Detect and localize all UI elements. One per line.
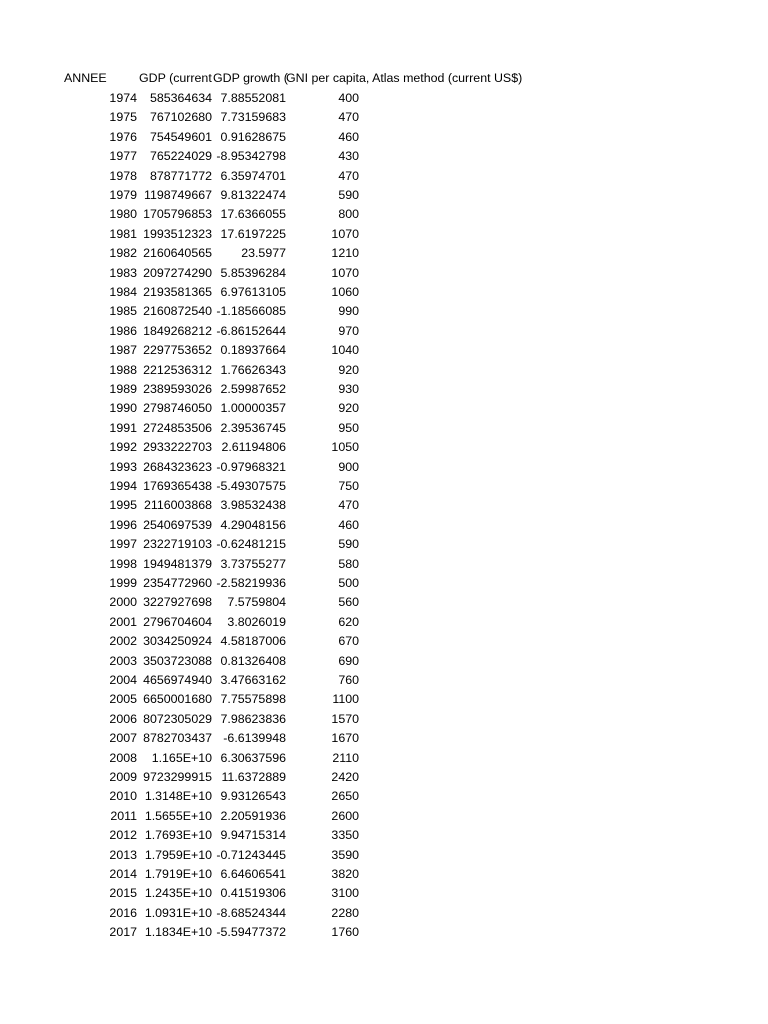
cell-gdp-growth[interactable]: 4.29048156: [220, 517, 286, 532]
cell-gdp-growth[interactable]: 23.5977: [241, 246, 286, 261]
cell-gni[interactable]: 760: [338, 673, 359, 687]
header-gdp[interactable]: GDP (current: [139, 71, 212, 85]
cell-gdp[interactable]: 1769365438: [143, 479, 212, 493]
table-row: [0, 283, 768, 302]
cell-gdp-growth[interactable]: 3.98532438: [220, 498, 286, 513]
table-row: [0, 361, 768, 380]
cell-gdp[interactable]: 1.0931E+10: [144, 905, 212, 920]
table-row: [0, 787, 768, 806]
cell-gdp-growth[interactable]: -0.97968321: [216, 459, 286, 474]
table-row: [0, 341, 768, 360]
cell-year[interactable]: 1981: [109, 226, 137, 241]
cell-gni[interactable]: 590: [338, 188, 359, 202]
cell-gdp[interactable]: 585364634: [149, 91, 212, 105]
cell-year[interactable]: 1983: [109, 265, 137, 280]
table-row: [0, 846, 768, 865]
cell-gni[interactable]: 590: [338, 537, 359, 552]
header-annee[interactable]: ANNEE: [64, 71, 107, 85]
cell-gdp[interactable]: 1.7693E+10: [144, 828, 212, 843]
cell-gni[interactable]: 1760: [331, 925, 359, 940]
cell-gdp[interactable]: 1.3148E+10: [144, 789, 212, 804]
cell-gni[interactable]: 920: [338, 362, 359, 377]
header-row: [0, 69, 768, 88]
cell-year[interactable]: 1988: [109, 362, 137, 377]
cell-gni[interactable]: 580: [338, 556, 359, 571]
cell-gni[interactable]: 560: [338, 595, 359, 610]
cell-gni[interactable]: 3590: [331, 847, 359, 862]
cell-year[interactable]: 2012: [109, 828, 137, 843]
cell-gni[interactable]: 2420: [331, 770, 359, 784]
cell-gdp-growth[interactable]: 11.6372889: [221, 770, 286, 784]
cell-gni[interactable]: 2110: [332, 750, 359, 765]
table-row: [0, 535, 768, 554]
cell-year[interactable]: 1997: [109, 537, 137, 552]
cell-gdp-growth[interactable]: 4.58187006: [220, 634, 286, 649]
cell-gdp[interactable]: 2933222703: [143, 440, 212, 455]
cell-gdp-growth[interactable]: -1.18566085: [216, 304, 286, 319]
table-row: [0, 729, 768, 748]
cell-gdp-growth[interactable]: 2.59987652: [220, 382, 286, 396]
cell-year[interactable]: 1990: [109, 401, 137, 416]
cell-gdp[interactable]: 1.165E+10: [151, 750, 212, 765]
cell-year[interactable]: 2000: [109, 595, 137, 610]
cell-gdp-growth[interactable]: -6.86152644: [216, 323, 286, 338]
table-row: [0, 167, 768, 186]
cell-year[interactable]: 2002: [109, 634, 137, 649]
cell-gdp-growth[interactable]: 0.41519306: [220, 886, 286, 901]
cell-gdp[interactable]: 2116003868: [144, 498, 212, 513]
cell-gdp-growth[interactable]: 6.64606541: [220, 867, 286, 881]
cell-gdp[interactable]: 2160640565: [143, 246, 212, 261]
cell-gdp[interactable]: 1705796853: [143, 207, 212, 222]
table-row: [0, 768, 768, 787]
cell-gdp-growth[interactable]: 3.47663162: [220, 673, 286, 687]
cell-year[interactable]: 1989: [109, 382, 137, 396]
cell-gni[interactable]: 930: [338, 382, 359, 396]
cell-year[interactable]: 2003: [109, 653, 137, 668]
table-row: [0, 322, 768, 341]
cell-gni[interactable]: 3350: [331, 828, 359, 843]
cell-gni[interactable]: 920: [338, 401, 359, 416]
cell-gni[interactable]: 1070: [331, 265, 359, 280]
cell-gdp[interactable]: 1849268212: [143, 323, 212, 338]
cell-gdp[interactable]: 878771772: [149, 168, 212, 183]
cell-year[interactable]: 1985: [109, 304, 137, 319]
cell-gdp-growth[interactable]: -6.6139948: [223, 731, 286, 746]
cell-gdp[interactable]: 1198749667: [144, 188, 212, 202]
cell-gdp-growth[interactable]: -0.62481215: [216, 537, 286, 552]
cell-gni[interactable]: 1670: [331, 731, 359, 746]
cell-gni[interactable]: 970: [338, 323, 359, 338]
cell-gni[interactable]: 470: [338, 498, 359, 513]
cell-year[interactable]: 1975: [109, 110, 137, 125]
table-row: [0, 147, 768, 166]
cell-year[interactable]: 2010: [109, 789, 137, 804]
cell-gdp-growth[interactable]: 2.39536745: [220, 420, 286, 435]
table-row: [0, 884, 768, 903]
cell-gdp[interactable]: 4656974940: [143, 673, 212, 687]
cell-gdp[interactable]: 2322719103: [143, 537, 212, 552]
cell-gdp[interactable]: 1993512323: [143, 226, 212, 241]
cell-gni[interactable]: 3820: [331, 867, 359, 881]
cell-year[interactable]: 2001: [109, 614, 137, 629]
cell-gdp[interactable]: 2724853506: [143, 420, 212, 435]
cell-gdp-growth[interactable]: 1.76626343: [220, 362, 286, 377]
cell-gni[interactable]: 1570: [331, 711, 359, 726]
cell-gni[interactable]: 670: [338, 634, 359, 649]
cell-year[interactable]: 2014: [109, 867, 137, 881]
cell-gni[interactable]: 990: [338, 304, 359, 319]
cell-gni[interactable]: 1100: [332, 692, 359, 707]
table-row: [0, 749, 768, 768]
cell-gdp-growth[interactable]: 9.81322474: [220, 188, 286, 202]
cell-gdp-growth[interactable]: 17.6197225: [220, 226, 286, 241]
table-row: [0, 244, 768, 263]
cell-gdp-growth[interactable]: 7.75575898: [220, 692, 286, 707]
table-row: [0, 380, 768, 399]
cell-gni[interactable]: 460: [338, 517, 359, 532]
cell-gdp[interactable]: 8072305029: [143, 711, 212, 726]
table-row: [0, 108, 768, 127]
cell-gni[interactable]: 470: [338, 168, 359, 183]
cell-gdp-growth[interactable]: 1.00000357: [220, 401, 286, 416]
cell-year[interactable]: 1987: [109, 343, 137, 358]
cell-year[interactable]: 1979: [109, 188, 137, 202]
cell-gdp-growth[interactable]: 9.94715314: [220, 828, 286, 843]
table-row: [0, 264, 768, 283]
cell-year[interactable]: 2017: [109, 925, 137, 940]
table-row: [0, 458, 768, 477]
cell-gdp[interactable]: 2297753652: [143, 343, 212, 358]
table-row: [0, 865, 768, 884]
cell-gdp[interactable]: 8782703437: [143, 731, 212, 746]
cell-gdp-growth[interactable]: 3.73755277: [220, 556, 286, 571]
table-row: [0, 555, 768, 574]
table-row: [0, 826, 768, 845]
header-gdp-growth[interactable]: GDP growth (: [213, 71, 288, 85]
cell-gdp[interactable]: 1.7959E+10: [144, 847, 212, 862]
cell-gdp-growth[interactable]: 0.91628675: [220, 129, 286, 144]
cell-gdp[interactable]: 2389593026: [143, 382, 212, 396]
cell-gdp-growth[interactable]: -5.49307575: [216, 479, 286, 493]
table-row: [0, 89, 768, 108]
cell-year[interactable]: 2004: [109, 673, 137, 687]
cell-gdp-growth[interactable]: -0.71243445: [216, 847, 286, 862]
table-row: [0, 128, 768, 147]
cell-gdp[interactable]: 3503723088: [143, 653, 212, 668]
cell-year[interactable]: 2005: [109, 692, 137, 707]
cell-gdp-growth[interactable]: 3.8026019: [227, 614, 286, 629]
table-row: [0, 438, 768, 457]
table-row: [0, 632, 768, 651]
cell-gni[interactable]: 1210: [331, 246, 359, 261]
cell-year[interactable]: 2015: [109, 886, 137, 901]
cell-year[interactable]: 1986: [109, 323, 137, 338]
cell-gdp-growth[interactable]: 0.18937664: [220, 343, 286, 358]
cell-gdp-growth[interactable]: 7.88552081: [220, 91, 286, 105]
cell-year[interactable]: 1996: [109, 517, 137, 532]
cell-year[interactable]: 1982: [109, 246, 137, 261]
cell-gdp[interactable]: 767102680: [149, 110, 212, 125]
cell-gni[interactable]: 460: [338, 129, 359, 144]
table-row: [0, 593, 768, 612]
table-row: [0, 613, 768, 632]
cell-gdp[interactable]: 1949481379: [143, 556, 212, 571]
cell-gdp-growth[interactable]: 17.6366055: [220, 207, 286, 222]
cell-gdp[interactable]: 2212536312: [143, 362, 212, 377]
table-row: [0, 205, 768, 224]
header-gni-per-capita[interactable]: GNI per capita, Atlas method (current US$): [286, 71, 523, 85]
table-row: [0, 419, 768, 438]
cell-gni[interactable]: 2280: [331, 905, 359, 920]
cell-gni[interactable]: 2600: [331, 808, 359, 823]
table-row: [0, 496, 768, 515]
cell-gdp[interactable]: 3227927698: [143, 595, 212, 610]
cell-gni[interactable]: 1060: [331, 285, 359, 299]
cell-gdp-growth[interactable]: 9.93126543: [220, 789, 286, 804]
cell-gni[interactable]: 470: [338, 110, 359, 125]
table-row: [0, 671, 768, 690]
cell-gni[interactable]: 430: [338, 149, 359, 164]
cell-gdp[interactable]: 6650001680: [143, 692, 212, 707]
cell-gdp[interactable]: 2193581365: [143, 285, 212, 299]
cell-gdp[interactable]: 2097274290: [143, 265, 212, 280]
table-row: [0, 652, 768, 671]
cell-gdp[interactable]: 2160872540: [143, 304, 212, 319]
cell-year[interactable]: 1974: [109, 91, 137, 105]
cell-gdp-growth[interactable]: 2.20591936: [220, 808, 286, 823]
cell-gdp-growth[interactable]: -8.68524344: [216, 905, 286, 920]
cell-year[interactable]: 1999: [109, 576, 137, 590]
cell-gni[interactable]: 690: [338, 653, 359, 668]
cell-gdp-growth[interactable]: 6.30637596: [220, 750, 286, 765]
cell-gdp[interactable]: 3034250924: [143, 634, 212, 649]
cell-gdp-growth[interactable]: 6.35974701: [220, 168, 286, 183]
cell-gdp[interactable]: 754549601: [149, 129, 212, 144]
cell-year[interactable]: 1993: [109, 459, 137, 474]
table-row: [0, 574, 768, 593]
cell-gni[interactable]: 900: [338, 459, 359, 474]
cell-gdp-growth[interactable]: 7.5759804: [227, 595, 286, 610]
table-row: [0, 186, 768, 205]
cell-year[interactable]: 2008: [109, 750, 137, 765]
cell-gdp[interactable]: 1.1834E+10: [144, 925, 212, 940]
cell-gdp[interactable]: 1.5655E+10: [144, 808, 212, 823]
cell-gni[interactable]: 620: [338, 614, 359, 629]
cell-gdp[interactable]: 2684323623: [143, 459, 212, 474]
cell-year[interactable]: 1984: [109, 285, 137, 299]
table-row: [0, 904, 768, 923]
cell-gdp-growth[interactable]: -2.58219936: [216, 576, 286, 590]
cell-year[interactable]: 1998: [109, 556, 137, 571]
cell-gdp[interactable]: 1.2435E+10: [144, 886, 212, 901]
table-row: [0, 516, 768, 535]
cell-gni[interactable]: 750: [338, 479, 359, 493]
cell-gdp-growth[interactable]: 5.85396284: [220, 265, 286, 280]
cell-year[interactable]: 1995: [109, 498, 137, 513]
cell-year[interactable]: 2011: [110, 808, 137, 823]
cell-gdp-growth[interactable]: 2.61194806: [221, 440, 286, 455]
cell-gdp[interactable]: 1.7919E+10: [144, 867, 212, 881]
cell-year[interactable]: 1992: [109, 440, 137, 455]
table-row: [0, 399, 768, 418]
table-row: [0, 710, 768, 729]
cell-gdp[interactable]: 2540697539: [143, 517, 212, 532]
cell-gdp-growth[interactable]: 7.73159683: [220, 110, 286, 125]
cell-gdp-growth[interactable]: -8.95342798: [216, 149, 286, 164]
cell-year[interactable]: 1977: [109, 149, 137, 164]
cell-gni[interactable]: 500: [338, 576, 359, 590]
table-row: [0, 302, 768, 321]
cell-year[interactable]: 2016: [109, 905, 137, 920]
cell-gdp-growth[interactable]: 6.97613105: [220, 285, 286, 299]
cell-year[interactable]: 1994: [109, 479, 137, 493]
cell-year[interactable]: 1978: [109, 168, 137, 183]
table-row: [0, 690, 768, 709]
cell-gdp-growth[interactable]: -5.59477372: [216, 925, 286, 940]
cell-gdp-growth[interactable]: 0.81326408: [220, 653, 286, 668]
cell-gni[interactable]: 1050: [331, 440, 359, 455]
cell-gdp[interactable]: 765224029: [149, 149, 212, 164]
cell-gni[interactable]: 800: [338, 207, 359, 222]
cell-gdp[interactable]: 9723299915: [143, 770, 212, 784]
cell-gdp[interactable]: 2354772960: [143, 576, 212, 590]
table-row: [0, 477, 768, 496]
cell-gni[interactable]: 400: [338, 91, 359, 105]
cell-gni[interactable]: 950: [338, 420, 359, 435]
cell-gni[interactable]: 2650: [331, 789, 359, 804]
cell-gni[interactable]: 1040: [331, 343, 359, 358]
cell-year[interactable]: 2006: [109, 711, 137, 726]
table-row: [0, 923, 768, 942]
cell-year[interactable]: 2013: [109, 847, 137, 862]
table-row: [0, 807, 768, 826]
table-row: [0, 225, 768, 244]
cell-gni[interactable]: 3100: [331, 886, 359, 901]
cell-year[interactable]: 1976: [109, 129, 137, 144]
cell-year[interactable]: 1980: [109, 207, 137, 222]
cell-gdp[interactable]: 2798746050: [143, 401, 212, 416]
cell-gdp-growth[interactable]: 7.98623836: [220, 711, 286, 726]
cell-gdp[interactable]: 2796704604: [143, 614, 212, 629]
cell-year[interactable]: 2007: [109, 731, 137, 746]
cell-year[interactable]: 1991: [109, 420, 137, 435]
cell-gni[interactable]: 1070: [331, 226, 359, 241]
cell-year[interactable]: 2009: [109, 770, 137, 784]
